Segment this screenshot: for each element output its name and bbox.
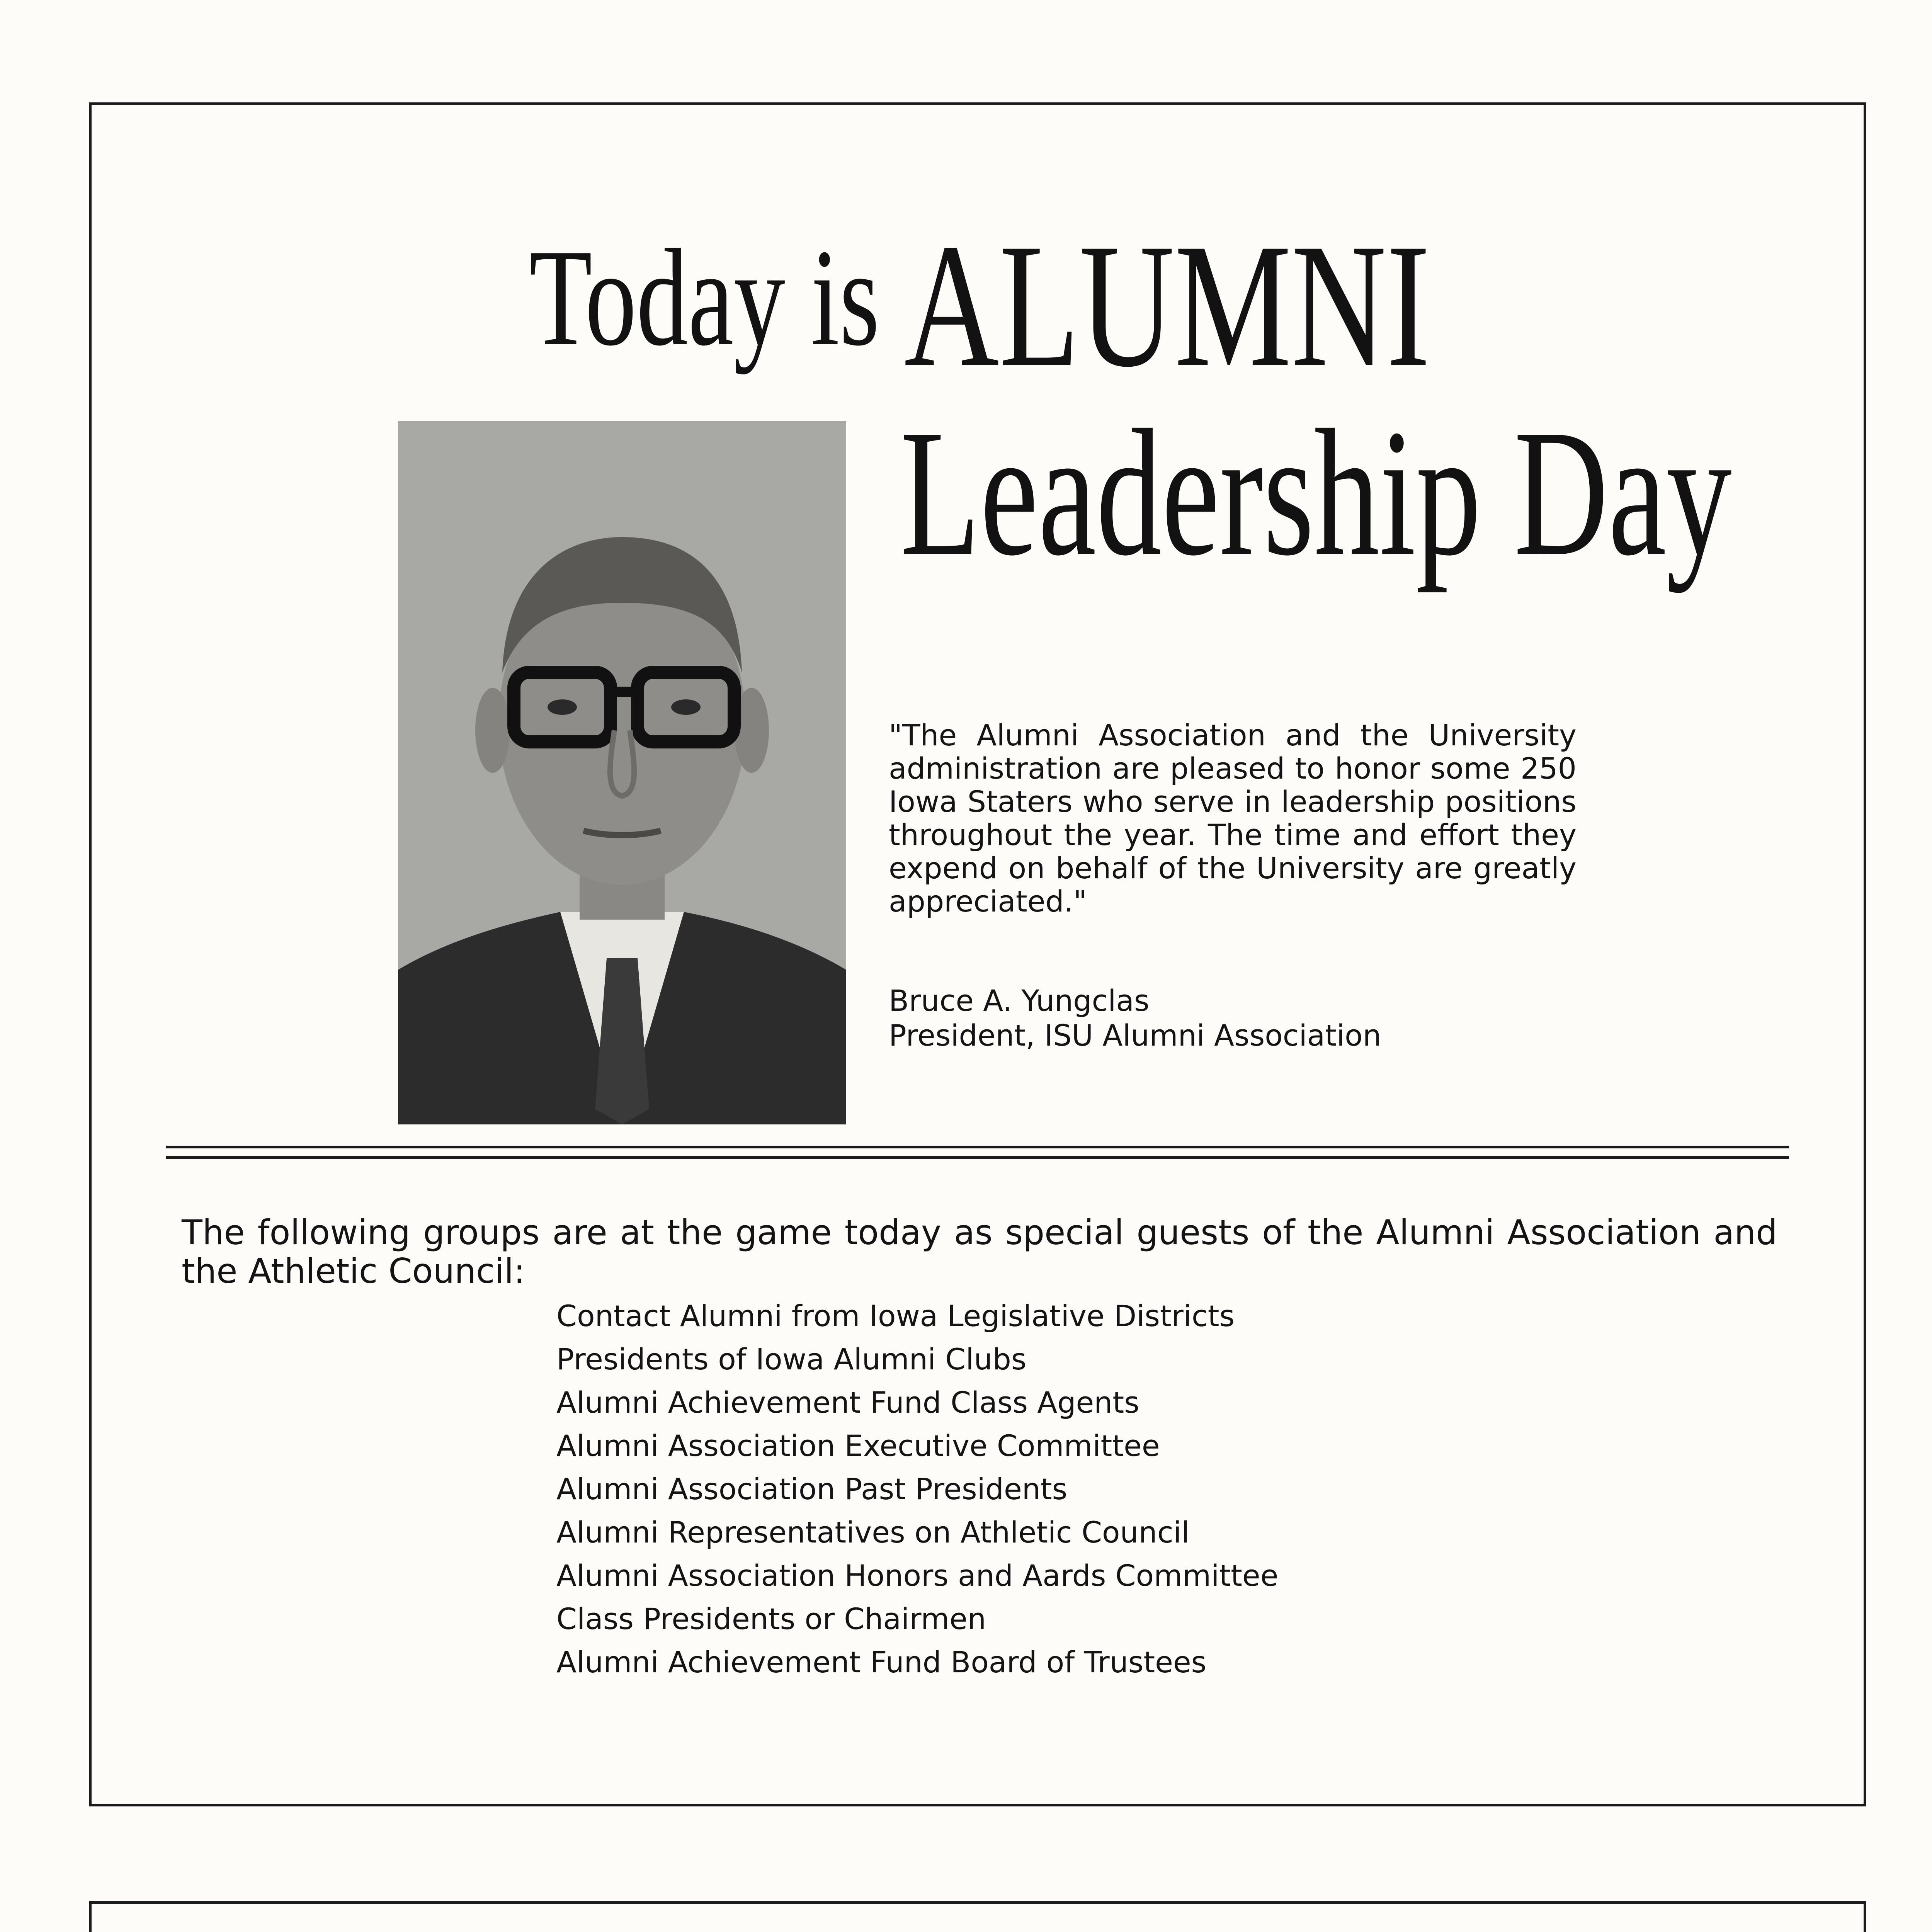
portrait-photo bbox=[398, 421, 846, 1124]
groups-intro: The following groups are at the game today as special guests of the Alumni Association and the Athletic Council: bbox=[182, 1213, 1777, 1291]
list-item: Presidents of Iowa Alumni Clubs bbox=[556, 1342, 1027, 1376]
list-item: Contact Alumni from Iowa Legislative Districts bbox=[556, 1299, 1235, 1333]
president-quote: "The Alumni Association and the University administration are pleased to honor some 250 Iowa Staters who serve in leadership positions throughout the year. The time and effort they expend on behalf of the University are greatly appreciated." bbox=[889, 718, 1577, 918]
quote-attribution bbox=[889, 983, 1381, 1053]
double-rule-divider bbox=[166, 1146, 1789, 1159]
list-item: Alumni Achievement Fund Class Agents bbox=[556, 1385, 1139, 1420]
parents-weekend-frame bbox=[89, 1901, 1866, 1932]
headline-leadership-day: Leadership Day bbox=[900, 392, 1732, 593]
portrait-illustration bbox=[398, 421, 846, 1124]
list-item: Class Presidents or Chairmen bbox=[556, 1602, 986, 1636]
headline-today: Today is bbox=[529, 220, 880, 374]
list-item: Alumni Representatives on Athletic Council bbox=[556, 1515, 1190, 1549]
list-item: Alumni Association Past Presidents bbox=[556, 1472, 1068, 1506]
author-title: President, ISU Alumni Association bbox=[889, 1018, 1381, 1053]
guest-groups-list bbox=[556, 1294, 1278, 1684]
list-item: Alumni Achievement Fund Board of Trustees bbox=[556, 1645, 1207, 1679]
list-item: Alumni Association Honors and Aards Committee bbox=[556, 1558, 1279, 1593]
headline-alumni: ALUMNI bbox=[904, 207, 1430, 404]
author-name: Bruce A. Yungclas bbox=[889, 983, 1150, 1018]
list-item: Alumni Association Executive Committee bbox=[556, 1429, 1160, 1463]
